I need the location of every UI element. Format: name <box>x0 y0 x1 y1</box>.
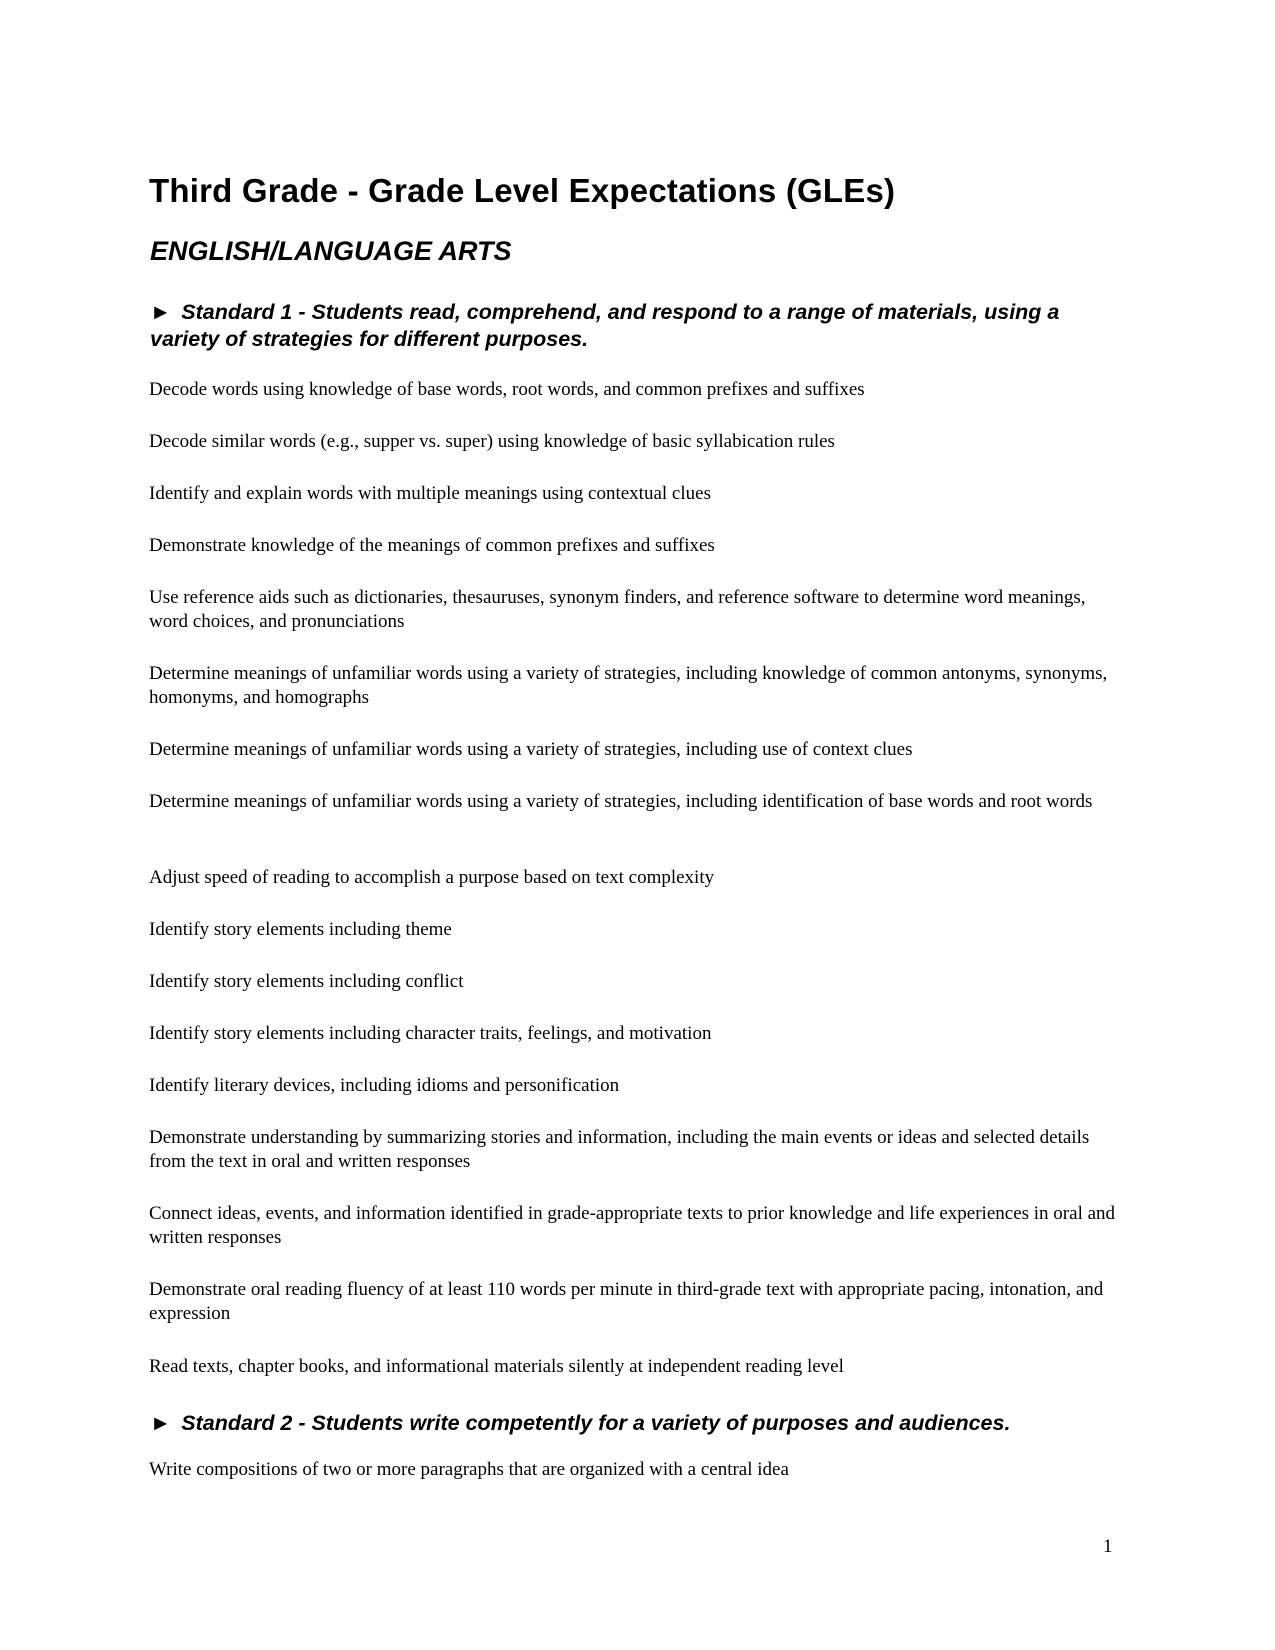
gle-item: Demonstrate knowledge of the meanings of common prefixes and suffixes <box>149 535 715 556</box>
standard-1-text: Standard 1 - Students read, comprehend, and respond to a range of materials, using a variety of strategies for different purposes. <box>150 300 1060 351</box>
gle-item: Demonstrate understanding by summarizing stories and information, including the main events or ideas and selected details from the text in oral and written responses <box>149 1127 1090 1172</box>
gle-item: Identify and explain words with multiple meanings using contextual clues <box>149 483 711 504</box>
gle-item: Decode words using knowledge of base words, root words, and common prefixes and suffixes <box>149 379 865 400</box>
gle-item: Read texts, chapter books, and informational materials silently at independent reading level <box>149 1356 844 1377</box>
standard-1-heading <box>150 299 1130 353</box>
gle-item: Identify story elements including character traits, feelings, and motivation <box>149 1023 712 1044</box>
standard-2-heading <box>150 1410 1130 1437</box>
gle-item: Determine meanings of unfamiliar words using a variety of strategies, including identification of base words and root words <box>149 791 1093 812</box>
page-number: 1 <box>1103 1536 1113 1557</box>
arrow-icon: ► <box>150 1411 172 1435</box>
gle-item: Decode similar words (e.g., supper vs. super) using knowledge of basic syllabication rules <box>149 431 835 452</box>
gle-item: Connect ideas, events, and information identified in grade-appropriate texts to prior knowledge and life experiences in oral and written responses <box>149 1203 1116 1248</box>
subject-heading: ENGLISH/LANGUAGE ARTS <box>150 236 512 266</box>
gle-item: Determine meanings of unfamiliar words using a variety of strategies, including use of context clues <box>149 739 913 760</box>
document-title: Third Grade - Grade Level Expectations (GLEs) <box>149 172 896 209</box>
gle-item: Determine meanings of unfamiliar words using a variety of strategies, including knowledge of common antonyms, synonyms, homonyms, and homographs <box>149 663 1108 708</box>
gle-item: Identify story elements including theme <box>149 919 452 940</box>
gle-item: Demonstrate oral reading fluency of at least 110 words per minute in third-grade text with appropriate pacing, intonation, and expression <box>149 1279 1104 1324</box>
gle-item: Identify literary devices, including idioms and personification <box>149 1075 620 1096</box>
gle-item: Write compositions of two or more paragraphs that are organized with a central idea <box>149 1459 789 1480</box>
gle-item: Identify story elements including conflict <box>149 971 464 992</box>
arrow-icon: ► <box>150 300 172 324</box>
standard-2-text: Standard 2 - Students write competently for a variety of purposes and audiences. <box>181 1411 1011 1435</box>
gle-item: Use reference aids such as dictionaries, thesauruses, synonym finders, and reference software to determine word meanings, word choices, and pronunciations <box>149 587 1086 632</box>
gle-item: Adjust speed of reading to accomplish a purpose based on text complexity <box>149 867 715 888</box>
